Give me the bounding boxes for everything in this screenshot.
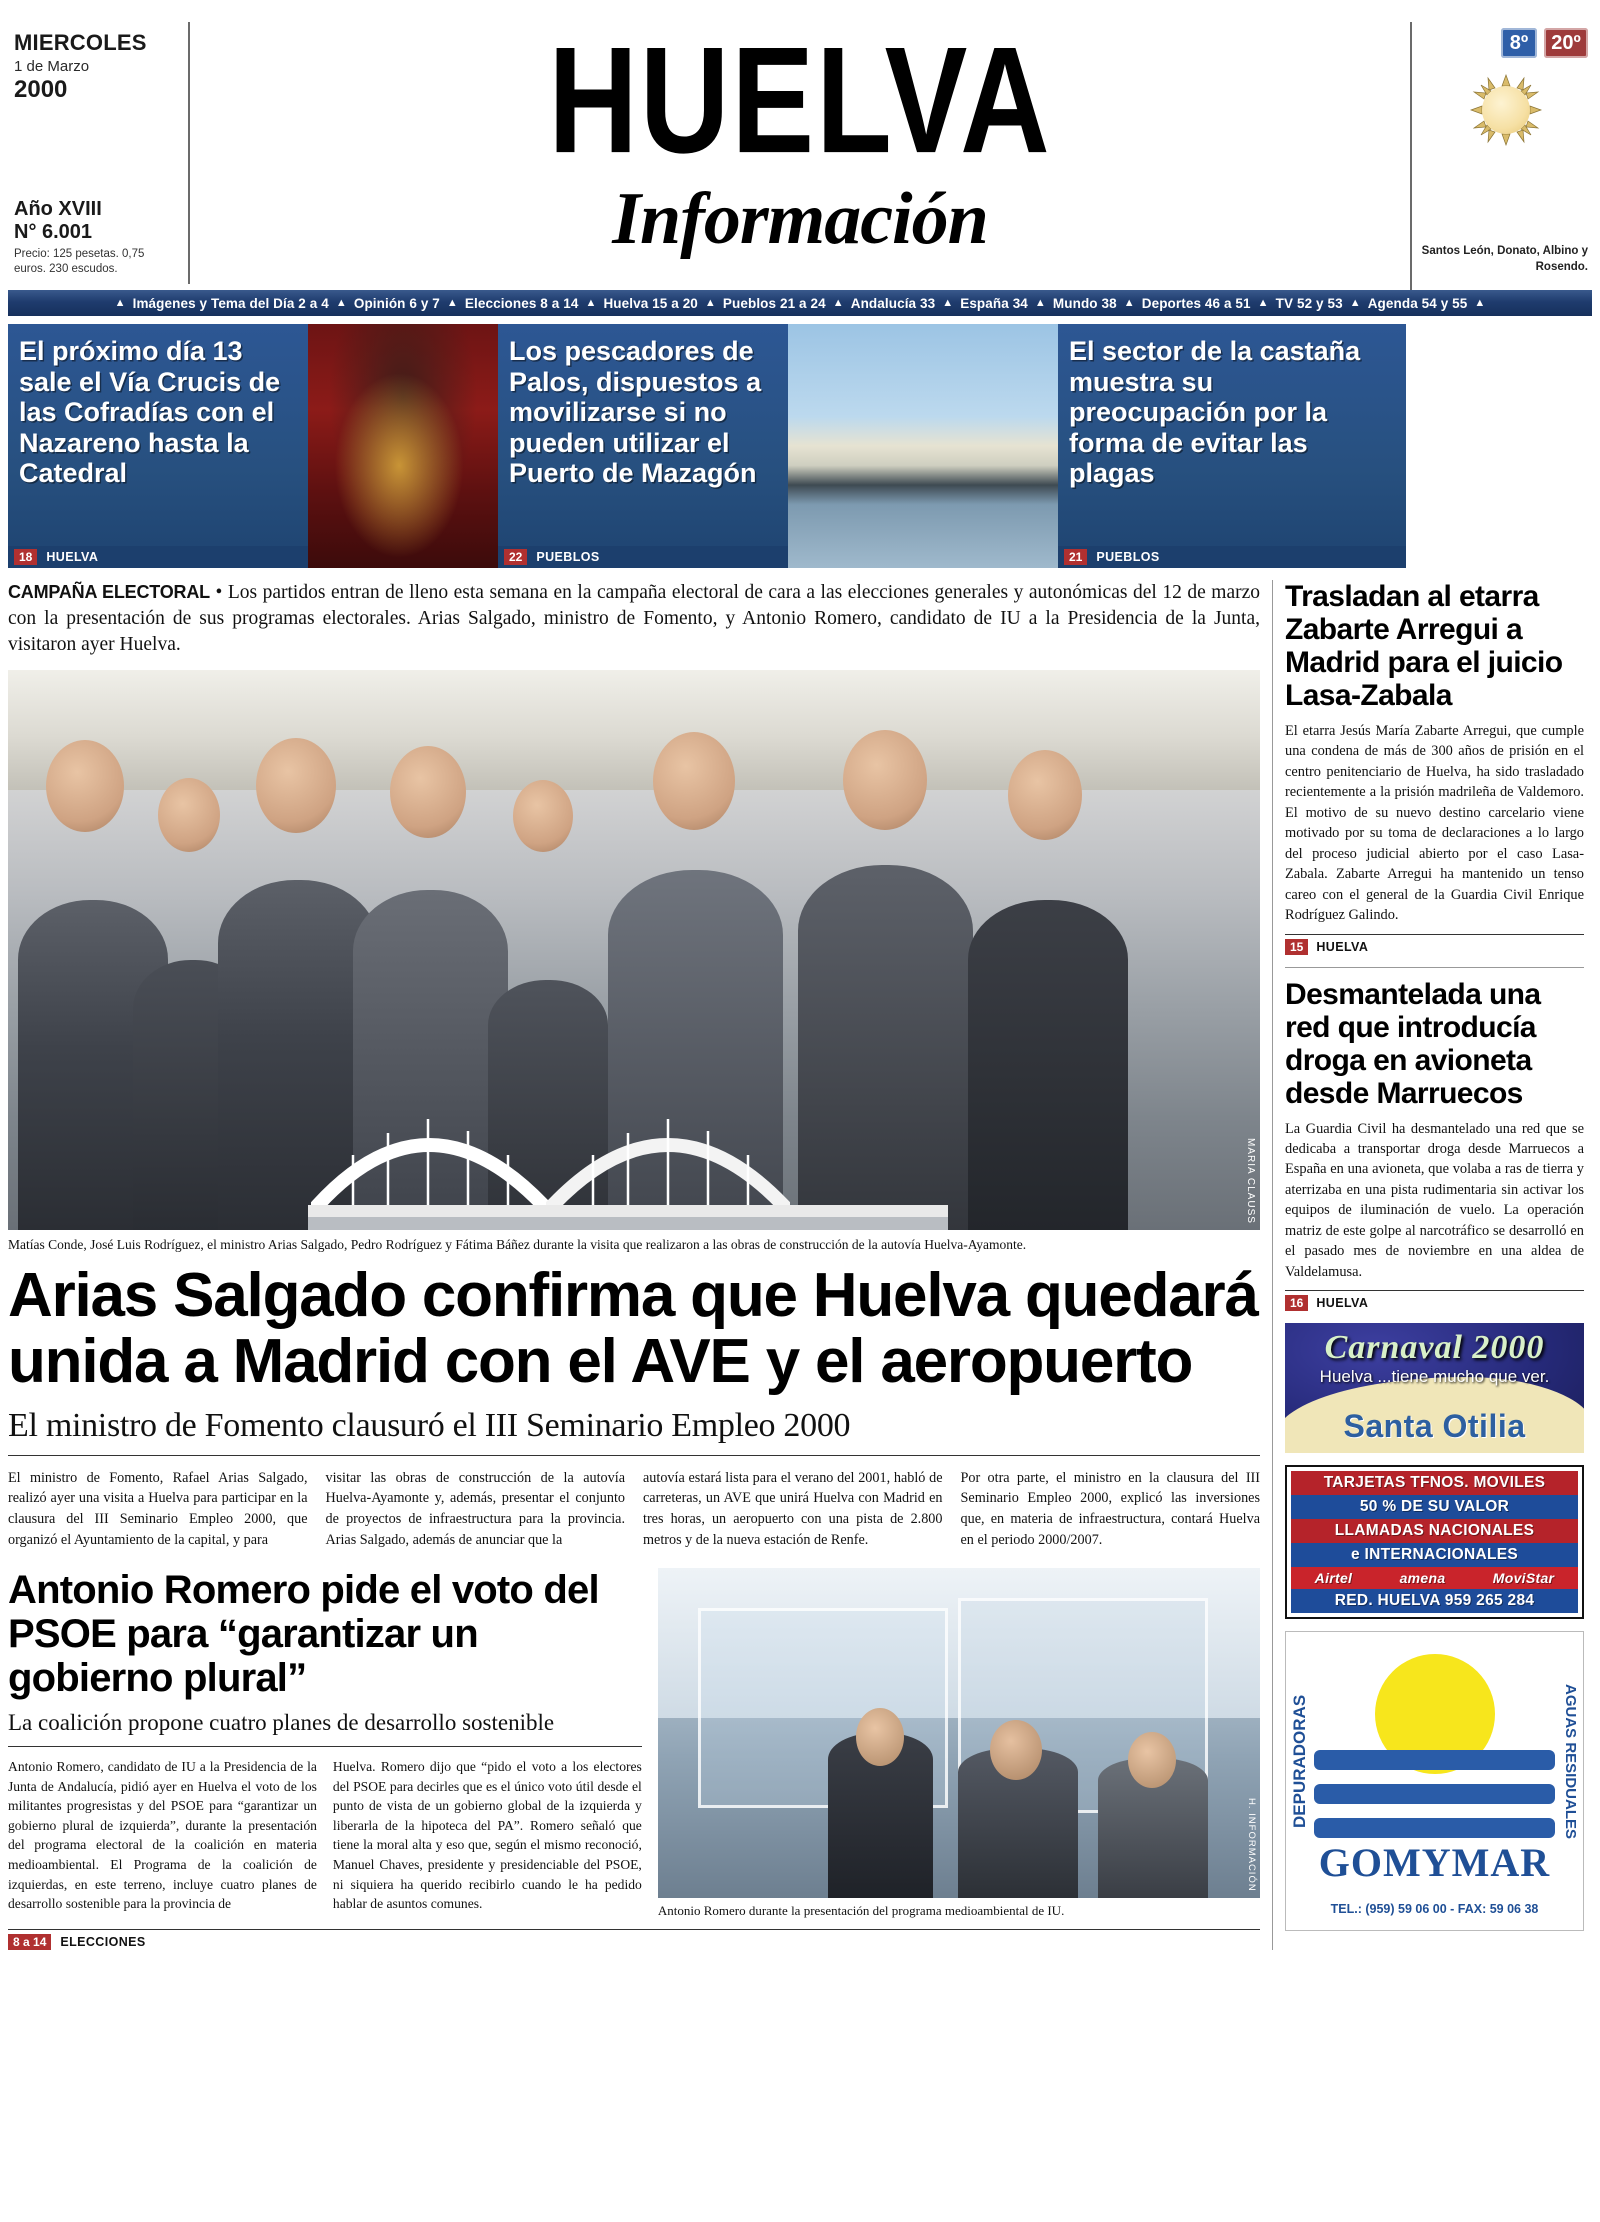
ad-gomymar-wave-1-icon [1314,1750,1555,1770]
secondary-body-col-2: Huelva. Romero dijo que “pido el voto a los electores del PSOE para decirles que es el único voto útil desde el punto de vista de un gobierno global de la izquierda y liberarla de la hipoteca del PA”. Romero señaló que tiene la moral alta y eso que, según el mismo reconoció, Manuel Chaves, presidente y presidenciable del PSOE, ni siquiera ha querido recibirlo cuando le ha pedido hablar de asuntos comunes. [332,1759,642,1912]
index-triangle-icon: ▲ [704,297,716,309]
index-triangle-icon: ▲ [1123,297,1135,309]
ad-operator-airtel: Airtel [1314,1570,1353,1587]
teaser-row [8,324,1592,568]
lead-kicker-label: CAMPAÑA ELECTORAL [8,582,210,602]
newspaper-subtitle: Información [612,178,988,261]
masthead-date: 1 de Marzo [14,58,90,75]
ad-carnaval-advertiser: Santa Otilia [1343,1408,1526,1445]
lead-body-col-3: autovía estará lista para el verano del 2001, habló de carreteras, un AVE que unirá Huelva con Madrid en tres horas, un aeropuerto con una pista de 2.800 metros y de la nueva estación de Renfe. [643,1469,943,1548]
secondary-story [8,1568,1260,1919]
right-story-1-page: 15 [1285,939,1308,955]
bridge-model-icon [308,1055,948,1230]
ad-tarjetas-moviles[interactable] [1285,1465,1584,1619]
main-column [8,580,1272,1950]
ad-gomymar[interactable] [1285,1631,1584,1931]
right-story-2-section: HUELVA [1316,1296,1369,1311]
index-item-3[interactable]: Huelva 15 a 20 [603,295,698,311]
ad-tarjetas-line-3: LLAMADAS NACIONALES [1291,1519,1578,1543]
temp-max-badge: 20º [1544,28,1588,58]
teaser-page-number: 21 [1064,549,1087,565]
teaser-footer [1058,546,1406,568]
masthead-price: Precio: 125 pesetas. 0,75 euros. 230 escudos. [14,247,145,276]
sun-icon [1470,74,1542,146]
right-story-2-footer [1285,1290,1584,1311]
ad-gomymar-telephone: TEL.: (959) 59 06 00 - FAX: 59 06 38 [1330,1902,1539,1917]
ad-carnaval-subtitle: Huelva ...tiene mucho que ver. [1319,1367,1550,1387]
teaser-footer [8,546,308,568]
teaser-headline: El próximo día 13 sale el Vía Crucis de las Cofradías con el Nazareno hasta la Catedral [19,336,281,488]
secondary-page-number: 8 a 14 [8,1934,51,1950]
right-column [1272,580,1584,1950]
lead-divider [8,1455,1260,1456]
secondary-photo [658,1568,1260,1898]
masthead-volume: Año XVIII [14,197,102,220]
lead-headline[interactable]: Arias Salgado confirma que Huelva quedará unida a Madrid con el AVE y el aeropuerto [8,1261,1258,1397]
ad-tarjetas-line-2: 50 % DE SU VALOR [1291,1495,1578,1519]
teaser-page-number: 18 [14,549,37,565]
weather-temperatures [1424,28,1588,58]
teaser-image-puerto [788,324,1058,568]
masthead-issue-number: N° 6.001 [14,220,93,243]
lead-subheadline: El ministro de Fomento clausuró el III Seminario Empleo 2000 [8,1406,851,1444]
teaser-footer [498,546,788,568]
saints-of-the-day: Santos León, Donato, Albino y Rosendo. [1421,244,1588,274]
secondary-footer [8,1929,1260,1950]
index-item-2[interactable]: Elecciones 8 a 14 [464,295,579,311]
ad-gomymar-wave-3-icon [1314,1818,1555,1838]
right-divider-1 [1285,967,1584,968]
index-item-9[interactable]: TV 52 y 53 [1275,295,1343,311]
index-item-10[interactable]: Agenda 54 y 55 [1367,295,1468,311]
right-story-1-body: El etarra Jesús María Zabarte Arregui, que cumple una condena de más de 300 años de prisión en el centro penitenciario de Huelva, ha sido trasladado recientemente a la prisión madrileña de Valdemoro. El motivo de su nuevo destino carcelario viene motivado por su toma de declaraciones a lo largo del proceso judicial abierto por el caso Lasa-Zabala. Zabarte Arregui ha mantenido un tenso careo con el general de la Guardia Civil Enrique Rodríguez Galindo. [1285,723,1584,924]
secondary-section-label: ELECCIONES [60,1935,146,1950]
index-triangle-icon: ▲ [585,297,597,309]
index-triangle-icon: ▲ [446,297,458,309]
lead-photo-credit: MARIA CLAUSS [1245,1137,1256,1224]
sun-disc-icon [1482,86,1530,134]
ad-carnaval-title: Carnaval 2000 [1324,1329,1545,1367]
index-item-5[interactable]: Andalucía 33 [850,295,936,311]
lead-kicker-bullet: • [215,582,223,603]
index-triangle-icon: ▲ [114,297,126,309]
teaser-card-1[interactable] [8,324,308,568]
right-story-1-section: HUELVA [1316,939,1369,954]
teaser-card-2[interactable] [498,324,788,568]
ad-tarjetas-line-5: RED. HUELVA 959 265 284 [1291,1589,1578,1613]
lead-body-col-1: El ministro de Fomento, Rafael Arias Salgado, realizó ayer una visita a Huelva para participar en la clausura del III Seminario Empleo 2000, que organizó el Ayuntamiento de la capital, y para [8,1469,308,1548]
index-item-1[interactable]: Opinión 6 y 7 [353,295,440,311]
lead-body-col-4: Por otra parte, el ministro en la clausura del III Seminario Empleo 2000, explicó las inversiones que, en materia de infraestructura, contará Huelva en el periodo 2000/2007. [960,1469,1260,1548]
secondary-photo-credit: H. INFORMACIÓN [1246,1798,1257,1893]
right-story-1[interactable] [1285,580,1584,955]
ad-tarjetas-operators [1291,1567,1578,1589]
secondary-body-col-1: Antonio Romero, candidato de IU a la Presidencia de la Junta de Andalucía, pidió ayer en Huelva el voto de los militantes progresistas y del PSOE para “garantizar un gobierno plural de izquierda”, durante la presentación del programa electoral de la coalición en materia medioambiental. El Programa de la coalición de izquierdas, en este terreno, incluye cuatro planes de desarrollo sostenible para la provincia de [8,1759,317,1912]
teaser-image-nazareno [308,324,498,568]
index-item-0[interactable]: Imágenes y Tema del Día 2 a 4 [132,295,329,311]
ad-gomymar-advertiser: GOMYMAR [1318,1840,1551,1886]
index-triangle-icon: ▲ [1474,297,1486,309]
masthead [0,0,1600,290]
index-triangle-icon: ▲ [335,297,347,309]
secondary-headline[interactable]: Antonio Romero pide el voto del PSOE para “garantizar un gobierno plural” [8,1568,599,1701]
page-body [8,580,1592,1950]
right-story-2[interactable] [1285,978,1584,1312]
lead-kicker [8,580,1260,658]
secondary-body-columns [8,1757,642,1914]
index-item-6[interactable]: España 34 [960,295,1028,311]
right-story-2-page: 16 [1285,1295,1308,1311]
newspaper-title: HUELVA [548,16,1052,186]
lead-body-col-2: visitar las obras de construcción de la autovía Huelva-Ayamonte y, además, presentar el conjunto de proyectos de infraestructura para la provincia. Arias Salgado, además de anunciar que la [325,1469,625,1548]
lead-photo-scene [8,670,1260,1230]
ad-operator-movistar: MoviStar [1492,1570,1555,1587]
ad-operator-amena: amena [1399,1570,1446,1587]
masthead-weekday: MIERCOLES [14,30,147,55]
teaser-card-3[interactable] [1058,324,1406,568]
index-triangle-icon: ▲ [832,297,844,309]
teaser-section-label: PUEBLOS [1096,550,1160,564]
masthead-left-info [0,22,190,284]
right-story-1-footer [1285,934,1584,955]
masthead-title-block [190,16,1410,290]
lead-photo-caption: Matías Conde, José Luis Rodríguez, el ministro Arias Salgado, Pedro Rodríguez y Fátima Báñez durante la visita que realizaron a las obras de construcción de la autovía Huelva-Ayamonte. [8,1236,1027,1252]
masthead-year: 2000 [14,76,68,103]
secondary-divider [8,1746,642,1747]
ad-tarjetas-line-1: TARJETAS TFNOS. MOVILES [1291,1471,1578,1495]
index-triangle-icon: ▲ [1349,297,1361,309]
section-index-bar[interactable] [8,290,1592,316]
right-story-2-body: La Guardia Civil ha desmantelado una red que se dedicaba a transportar droga desde Marruecos a España en una avioneta, que volaba a ras de tierra y aterrizaba en una pista rudimentaria sin activar los equipos de iluminación de vuelo. La operación matriz de este golpe al narcotráfico se desarrolló en el pasado mes de noviembre en una aldea de Valdelamusa. [1285,1120,1584,1280]
secondary-subheadline: La coalición propone cuatro planes de desarrollo sostenible [8,1710,555,1736]
index-triangle-icon: ▲ [942,297,954,309]
secondary-photo-block [658,1568,1260,1919]
teaser-headline: El sector de la castaña muestra su preocupación por la forma de evitar las plagas [1069,336,1361,488]
ad-gomymar-wave-2-icon [1314,1784,1555,1804]
ad-gomymar-left-text: DEPURADORAS [1290,1694,1309,1828]
temp-min-badge: 8º [1501,28,1537,58]
weather-icon-wrap [1424,74,1588,146]
right-story-2-headline: Desmantelada una red que introducía droga en avioneta desde Marruecos [1285,977,1541,1110]
teaser-section-label: HUELVA [46,550,99,564]
secondary-text-block [8,1568,642,1919]
index-triangle-icon: ▲ [1034,297,1046,309]
index-item-8[interactable]: Deportes 46 a 51 [1141,295,1251,311]
lead-photo [8,670,1260,1230]
index-item-4[interactable]: Pueblos 21 a 24 [722,295,826,311]
teaser-page-number: 22 [504,549,527,565]
teaser-section-label: PUEBLOS [536,550,600,564]
teaser-headline: Los pescadores de Palos, dispuestos a movilizarse si no pueden utilizar el Puerto de Mazagón [509,336,762,488]
ad-tarjetas-line-4: e INTERNACIONALES [1291,1543,1578,1567]
index-item-7[interactable]: Mundo 38 [1052,295,1117,311]
ad-gomymar-right-text: AGUAS RESIDUALES [1562,1683,1579,1839]
masthead-right-info [1410,22,1600,290]
right-story-1-headline: Trasladan al etarra Zabarte Arregui a Madrid para el juicio Lasa-Zabala [1285,580,1563,712]
index-triangle-icon: ▲ [1257,297,1269,309]
secondary-photo-caption: Antonio Romero durante la presentación del programa medioambiental de IU. [657,1903,1065,1919]
ad-carnaval-santa-otilia[interactable] [1285,1323,1584,1453]
lead-body-columns [8,1468,1260,1550]
lead-kicker-text: Los partidos entran de lleno esta semana en la campaña electoral de cara a las elecciones generales y autonómicas del 12 de marzo con la presentación de sus programas electorales. Arias Salgado, ministro de Fomento, y Antonio Romero, candidato de IU a la Presidencia de la Junta, visitaron ayer Huelva. [8,582,1261,655]
